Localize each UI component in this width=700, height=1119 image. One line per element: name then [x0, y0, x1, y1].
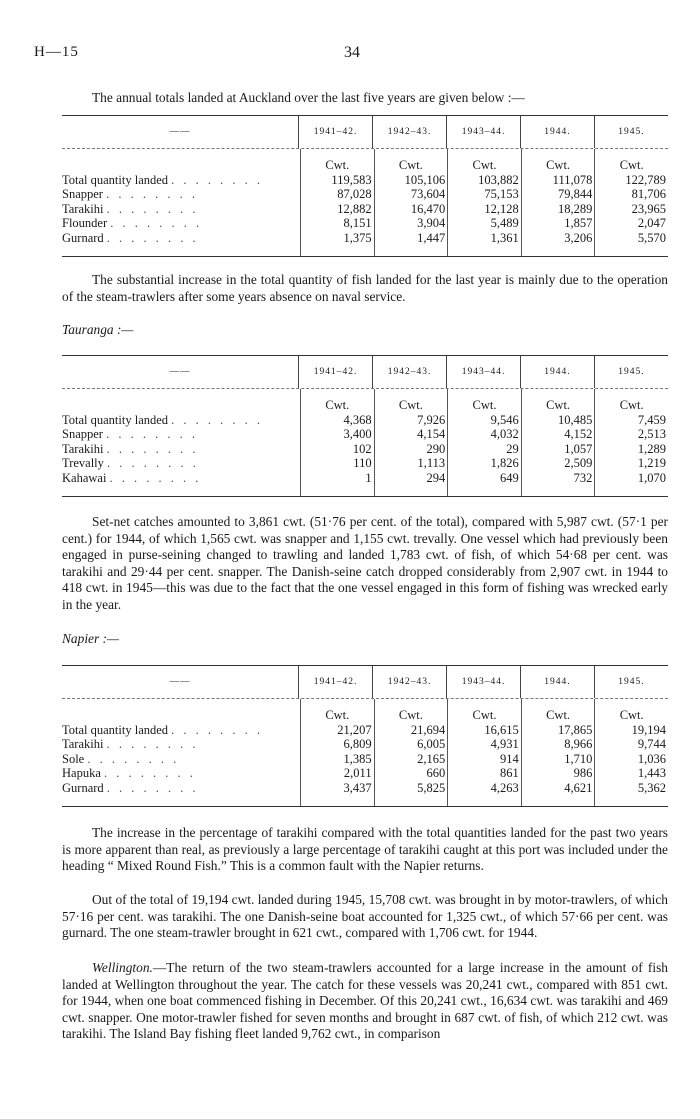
table-cell: 102 [300, 442, 374, 457]
unit-cell: Cwt. [374, 158, 448, 173]
table-cell: 2,165 [374, 752, 448, 767]
row-label: Tarakihi . . . . . . . . [62, 737, 199, 752]
table-cell: 73,604 [374, 187, 448, 202]
table-header-row [62, 356, 668, 388]
table-bottom-rule [62, 256, 668, 257]
table-cell: 649 [447, 471, 521, 486]
unit-row [62, 708, 668, 723]
table-cell: 4,152 [521, 427, 595, 442]
table-cell: 5,570 [594, 231, 668, 246]
table-cell: 1,826 [447, 456, 521, 471]
table-cell: 23,965 [594, 202, 668, 217]
unit-cell: Cwt. [300, 158, 374, 173]
column-header: 1943–44. [446, 116, 520, 148]
table-cell: 4,621 [521, 781, 595, 796]
table-row [62, 427, 668, 442]
table-cell: 1,289 [594, 442, 668, 457]
column-header: 1944. [520, 356, 594, 388]
column-header: 1941–42. [298, 356, 372, 388]
row-label: Total quantity landed . . . . . . . . [62, 172, 264, 187]
table-cell: 16,470 [374, 202, 448, 217]
column-header: 1943–44. [446, 356, 520, 388]
row-label: Total quantity landed . . . . . . . . [62, 722, 264, 737]
column-header: 1941–42. [298, 116, 372, 148]
wellington-heading: Wellington. [92, 960, 153, 975]
table-cell: 4,368 [300, 413, 374, 428]
table-header-row [62, 666, 668, 698]
table-spacer [62, 246, 668, 256]
row-label: Snapper . . . . . . . . [62, 187, 198, 202]
table-cell: 29 [447, 442, 521, 457]
row-label: Kahawai . . . . . . . . [62, 470, 202, 485]
column-header: 1944. [520, 666, 594, 698]
auckland-note: The substantial increase in the total quantity of fish landed for the last year is mainly due to the operation of the steam-trawlers after some years absence on naval service. [62, 272, 668, 304]
table-bottom-rule [62, 806, 668, 807]
row-label: Gurnard . . . . . . . . [62, 230, 199, 245]
table-cell: 2,047 [594, 216, 668, 231]
table-cell: 18,289 [521, 202, 595, 217]
table-cell: 1,385 [300, 752, 374, 767]
table-cell: 1,113 [374, 456, 448, 471]
napier-note-2: Out of the total of 19,194 cwt. landed during 1945, 15,708 cwt. was brought in by motor-trawlers, of which 57·16 per cent. was tarakihi. The one Danish-seine boat accounted for 1,325 cwt., of which 57·66 per cent. was gurnard. The one steam-trawler brought in 621 cwt., compared with 1,706 cwt. for 1944. [62, 892, 668, 941]
table-row [62, 413, 668, 428]
column-header: 1945. [594, 356, 668, 388]
table-cell: 87,028 [300, 187, 374, 202]
table-cell: 10,485 [521, 413, 595, 428]
document-reference: H—15 [34, 44, 79, 60]
table-cell: 2,509 [521, 456, 595, 471]
table-cell: 6,809 [300, 737, 374, 752]
table-cell: 105,106 [374, 173, 448, 188]
table-cell: 914 [447, 752, 521, 767]
unit-cell: Cwt. [374, 708, 448, 723]
table-cell: 3,400 [300, 427, 374, 442]
unit-cell: Cwt. [374, 398, 448, 413]
table-cell: 17,865 [521, 723, 595, 738]
table-cell: 732 [521, 471, 595, 486]
unit-cell: Cwt. [447, 398, 521, 413]
table-row [62, 471, 668, 486]
stub-header: —— [169, 127, 191, 137]
table-row [62, 202, 668, 217]
unit-cell: Cwt. [447, 708, 521, 723]
table-cell: 79,844 [521, 187, 595, 202]
table-cell: 9,546 [447, 413, 521, 428]
stub-header: —— [169, 677, 191, 687]
unit-cell: Cwt. [521, 398, 595, 413]
table-row [62, 216, 668, 231]
table-cell: 1,219 [594, 456, 668, 471]
column-header: 1945. [594, 666, 668, 698]
table-spacer [62, 149, 668, 158]
table-cell: 111,078 [521, 173, 595, 188]
table-cell: 2,513 [594, 427, 668, 442]
table-cell: 4,931 [447, 737, 521, 752]
table-cell: 119,583 [300, 173, 374, 188]
table-cell: 19,194 [594, 723, 668, 738]
page-number: 34 [344, 44, 360, 61]
table-cell: 861 [447, 766, 521, 781]
table-cell: 1,857 [521, 216, 595, 231]
table-spacer [62, 389, 668, 398]
table-cell: 21,207 [300, 723, 374, 738]
table-cell: 7,459 [594, 413, 668, 428]
table-cell: 4,263 [447, 781, 521, 796]
unit-cell: Cwt. [300, 708, 374, 723]
table-cell: 3,904 [374, 216, 448, 231]
table-cell: 5,362 [594, 781, 668, 796]
unit-cell: Cwt. [521, 158, 595, 173]
table-cell: 2,011 [300, 766, 374, 781]
table-row [62, 187, 668, 202]
table-cell: 8,151 [300, 216, 374, 231]
row-label: Tarakihi . . . . . . . . [62, 201, 199, 216]
page-header [34, 44, 666, 66]
unit-row [62, 398, 668, 413]
table-cell: 1 [300, 471, 374, 486]
table-cell: 122,789 [594, 173, 668, 188]
table-cell: 4,154 [374, 427, 448, 442]
unit-cell: Cwt. [447, 158, 521, 173]
table-cell: 81,706 [594, 187, 668, 202]
row-label: Gurnard . . . . . . . . [62, 780, 199, 795]
unit-row [62, 158, 668, 173]
table-cell: 290 [374, 442, 448, 457]
column-header: 1942–43. [372, 116, 446, 148]
row-label: Tarakihi . . . . . . . . [62, 441, 199, 456]
unit-cell: Cwt. [594, 398, 668, 413]
table-cell: 12,128 [447, 202, 521, 217]
table-cell: 16,615 [447, 723, 521, 738]
table-cell: 103,882 [447, 173, 521, 188]
table-cell: 294 [374, 471, 448, 486]
table-cell: 1,057 [521, 442, 595, 457]
unit-cell: Cwt. [594, 708, 668, 723]
table-cell: 3,437 [300, 781, 374, 796]
napier-table [62, 665, 668, 807]
tauranga-note: Set-net catches amounted to 3,861 cwt. (51·76 per cent. of the total), compared with 5,987 cwt. (57·1 per cent.) for 1944, of which 1,565 cwt. was snapper and 1,155 cwt. trevally. One vessel which had previously been engaged in purse-seining changed to trawling and landed 1,783 cwt. of fish, of which 54·68 per cent. was tarakihi and 29·44 per cent. snapper. The Danish-seine catch dropped considerably from 2,907 cwt. in 1944 to 418 cwt. in 1945—this was due to the fact that the one vessel engaged in this form of fishing was wrecked early in the year. [62, 514, 668, 612]
table-cell: 7,926 [374, 413, 448, 428]
table-cell: 6,005 [374, 737, 448, 752]
table-row [62, 752, 668, 767]
table-spacer [62, 699, 668, 708]
table-cell: 9,744 [594, 737, 668, 752]
table-cell: 1,447 [374, 231, 448, 246]
table-row [62, 737, 668, 752]
table-cell: 5,489 [447, 216, 521, 231]
row-label: Sole . . . . . . . . [62, 751, 180, 766]
napier-heading: Napier :— [62, 631, 119, 646]
table-cell: 986 [521, 766, 595, 781]
column-header: 1944. [520, 116, 594, 148]
napier-note-1: The increase in the percentage of tarakihi compared with the total quantities landed for the past two years is more apparent than real, as previously a large percentage of tarakihi caught at this port was included under the heading “ Mixed Round Fish.” This is a common fault with the Napier returns. [62, 825, 668, 874]
table-cell: 8,966 [521, 737, 595, 752]
table-row [62, 173, 668, 188]
table-row [62, 456, 668, 471]
table-row [62, 766, 668, 781]
column-header: 1945. [594, 116, 668, 148]
table-spacer [62, 486, 668, 496]
table-cell: 1,070 [594, 471, 668, 486]
column-header: 1943–44. [446, 666, 520, 698]
table-cell: 1,375 [300, 231, 374, 246]
table-cell: 1,036 [594, 752, 668, 767]
table-cell: 110 [300, 456, 374, 471]
table-cell: 1,710 [521, 752, 595, 767]
table-cell: 1,443 [594, 766, 668, 781]
table-cell: 4,032 [447, 427, 521, 442]
table-cell: 1,361 [447, 231, 521, 246]
column-header: 1942–43. [372, 356, 446, 388]
tauranga-table [62, 355, 668, 497]
row-label: Hapuka . . . . . . . . [62, 766, 196, 781]
table-cell: 3,206 [521, 231, 595, 246]
wellington-note: Wellington.—The return of the two steam-trawlers accounted for a large increase in the amount of fish landed at Wellington throughout the year. The catch for these vessels was 20,241 cwt., compared with 851 cwt. for 1944, when one boat commenced fishing in December. Of this 20,241 cwt., 16,634 cwt. was tarakihi and 469 cwt. snapper. One motor-trawler fished for seven months and brought in 687 cwt. of fish, of which 212 cwt. was tarakihi. The Island Bay fishing fleet landed 9,762 cwt., in comparison [62, 960, 668, 1042]
unit-cell: Cwt. [521, 708, 595, 723]
table-header-row [62, 116, 668, 148]
table-cell: 5,825 [374, 781, 448, 796]
table-cell: 21,694 [374, 723, 448, 738]
tauranga-heading: Tauranga :— [62, 322, 134, 337]
table-row [62, 231, 668, 246]
unit-cell: Cwt. [594, 158, 668, 173]
row-label: Trevally . . . . . . . . [62, 456, 199, 471]
unit-cell: Cwt. [300, 398, 374, 413]
table-bottom-rule [62, 496, 668, 497]
table-row [62, 723, 668, 738]
row-label: Total quantity landed . . . . . . . . [62, 412, 264, 427]
row-label: Flounder . . . . . . . . [62, 216, 203, 231]
stub-header: —— [169, 367, 191, 377]
column-header: 1942–43. [372, 666, 446, 698]
column-header: 1941–42. [298, 666, 372, 698]
table-cell: 660 [374, 766, 448, 781]
auckland-intro: The annual totals landed at Auckland over the last five years are given below :— [92, 90, 525, 105]
table-cell: 12,882 [300, 202, 374, 217]
table-row [62, 781, 668, 796]
row-label: Snapper . . . . . . . . [62, 427, 198, 442]
auckland-table [62, 115, 668, 257]
table-spacer [62, 796, 668, 806]
table-cell: 75,153 [447, 187, 521, 202]
table-row [62, 442, 668, 457]
